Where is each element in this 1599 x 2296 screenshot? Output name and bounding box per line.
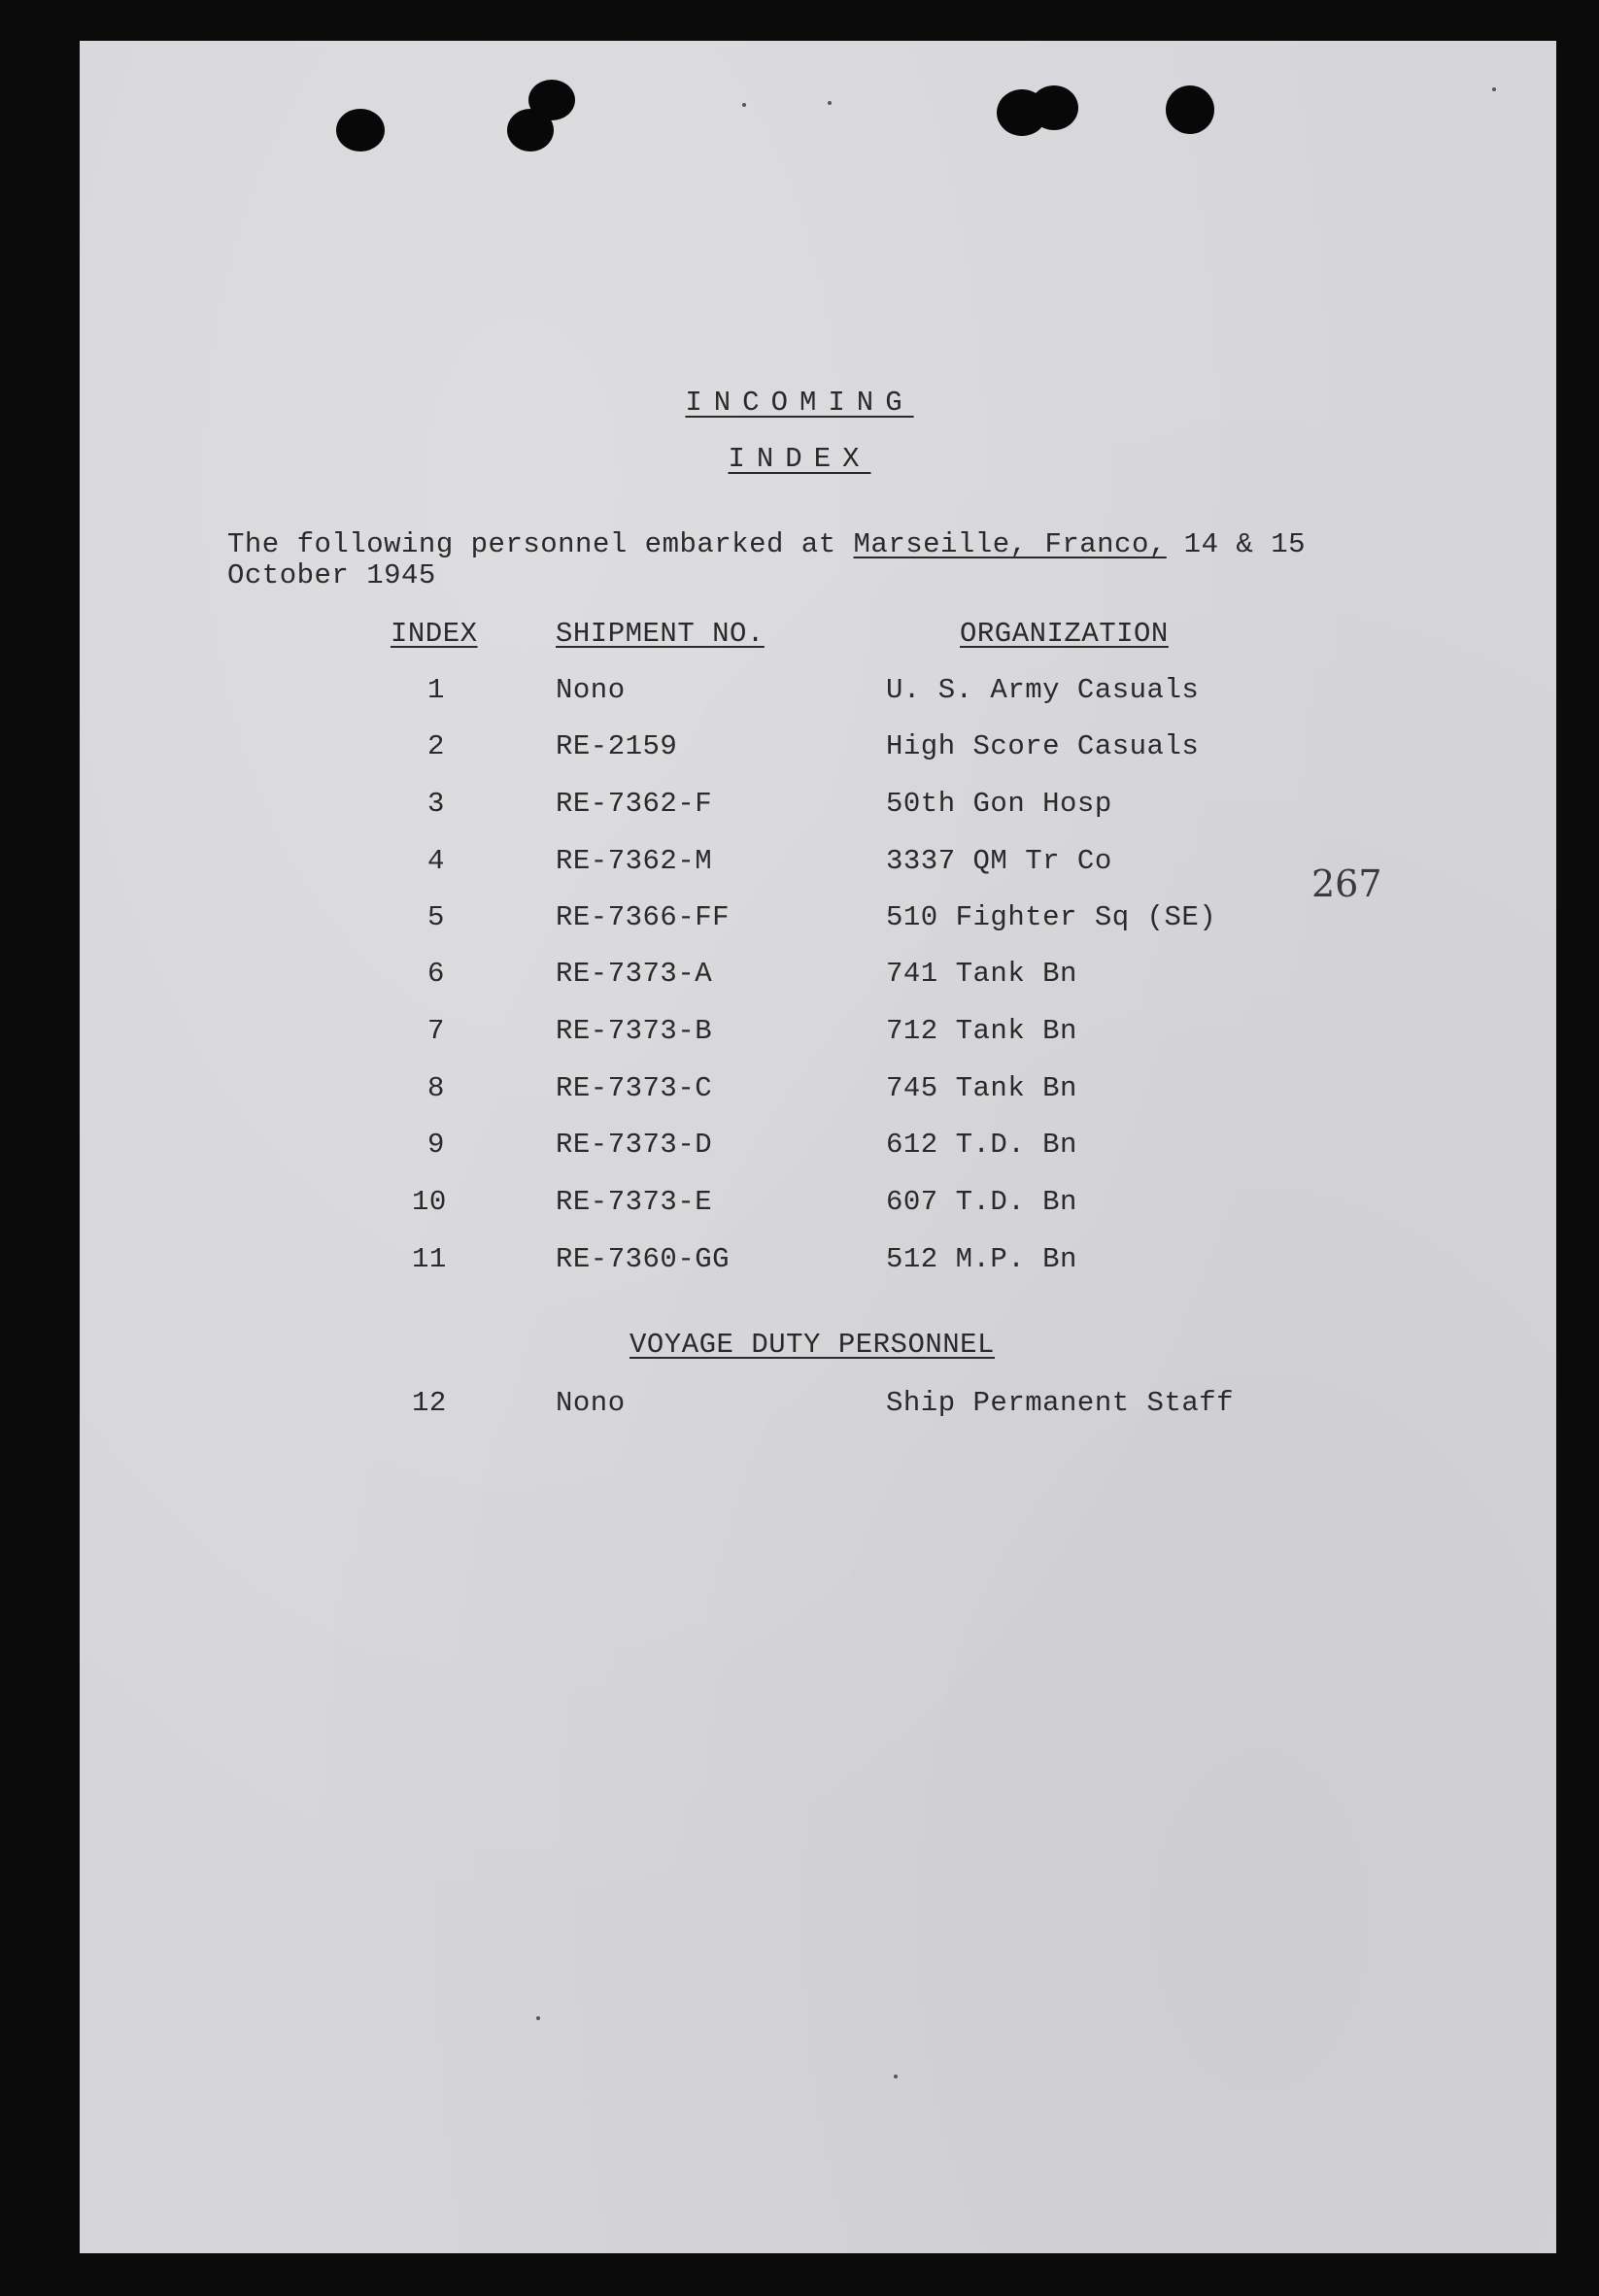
row-index: 6 [427,958,445,990]
row-organization: 512 M.P. Bn [886,1243,1077,1275]
row-index: 4 [427,845,445,877]
row-organization: 3337 QM Tr Co [886,845,1112,877]
row-index: 3 [427,788,445,820]
row-index: 5 [427,901,445,933]
row-index: 9 [427,1129,445,1161]
intro-dates: 14 & 15 [1166,528,1307,560]
row-shipment: RE-7373-A [556,958,713,990]
voyage-duty-heading: VOYAGE DUTY PERSONNEL [629,1329,995,1361]
row-shipment: RE-7360-GG [556,1243,731,1275]
row-index: 8 [427,1072,445,1104]
header-index: INDEX [391,618,478,650]
intro-line-2: October 1945 [227,559,436,591]
row-index: 7 [427,1015,445,1047]
row-index: 1 [427,674,445,706]
row-organization: 712 Tank Bn [886,1015,1077,1047]
row-organization: 50th Gon Hosp [886,788,1112,820]
row-shipment: RE-7373-B [556,1015,713,1047]
intro-location: Marseille, Franco, [853,528,1167,560]
row-shipment: RE-7362-F [556,788,713,820]
row-organization: Ship Permanent Staff [886,1387,1235,1419]
row-shipment: RE-7373-C [556,1072,713,1104]
header-organization: ORGANIZATION [960,618,1169,650]
paper-speck [1492,87,1496,91]
row-index: 11 [412,1243,447,1275]
row-shipment: RE-7362-M [556,845,713,877]
row-shipment: RE-7373-E [556,1186,713,1218]
row-shipment: RE-7373-D [556,1129,713,1161]
paper-speck [894,2075,898,2078]
row-organization: U. S. Army Casuals [886,674,1200,706]
punch-hole [1166,85,1214,134]
intro-prefix: The following personnel embarked at [227,528,854,560]
punch-hole [1030,85,1078,130]
title-text: INCOMING [685,387,914,419]
row-organization: 745 Tank Bn [886,1072,1077,1104]
row-index: 12 [412,1387,447,1419]
intro-line-1 [227,528,1306,560]
paper-speck [536,2016,540,2020]
row-organization: 612 T.D. Bn [886,1129,1077,1161]
row-organization: 741 Tank Bn [886,958,1077,990]
paper-speck [828,101,832,105]
document-page [80,41,1556,2253]
document-subtitle [0,443,1599,475]
document-title [0,387,1599,419]
row-organization: High Score Casuals [886,730,1200,762]
paper-speck [742,103,746,107]
row-shipment: RE-2159 [556,730,678,762]
punch-hole [528,80,575,120]
row-index: 2 [427,730,445,762]
subtitle-text: INDEX [728,443,871,475]
row-index: 10 [412,1186,447,1218]
row-shipment: Nono [556,674,626,706]
row-organization: 510 Fighter Sq (SE) [886,901,1217,933]
page-number: 267 [1311,862,1382,905]
row-organization: 607 T.D. Bn [886,1186,1077,1218]
row-shipment: Nono [556,1387,626,1419]
row-shipment: RE-7366-FF [556,901,731,933]
header-shipment: SHIPMENT NO. [556,618,765,650]
punch-hole [336,109,385,152]
